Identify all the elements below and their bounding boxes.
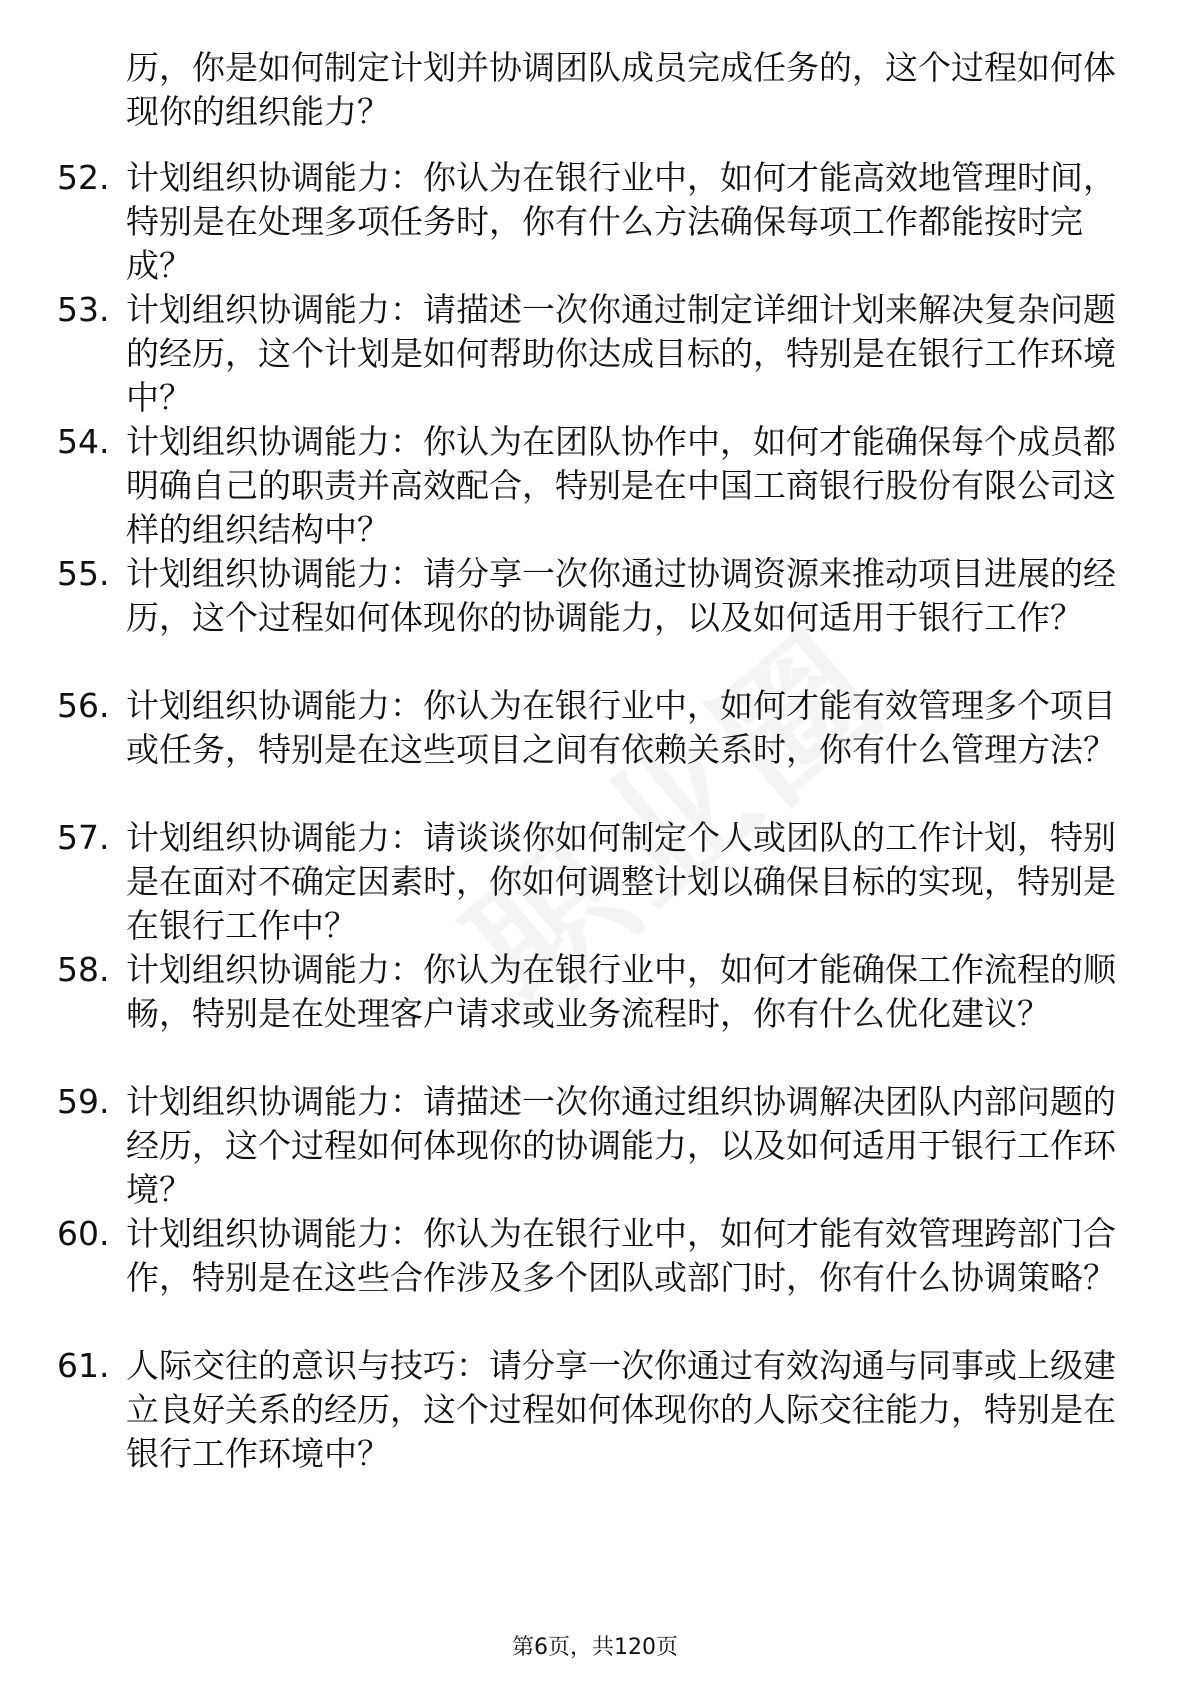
question-number: 56. (57, 686, 110, 725)
question-text: 计划组织协调能力：你认为在银行业中，如何才能高效地管理时间，特别是在处理多项任务时，你有什么方法确保每项工作都能按时完成？ (126, 158, 1116, 285)
question-number: 59. (57, 1082, 110, 1121)
question-text: 计划组织协调能力：你认为在银行业中，如何才能有效管理多个项目或任务，特别是在这些项目之间有依赖关系时，你有什么管理方法？ (126, 686, 1116, 769)
question-number: 60. (57, 1214, 110, 1253)
question-text: 计划组织协调能力：请描述一次你通过制定详细计划来解决复杂问题的经历，这个计划是如何帮助你达成目标的，特别是在银行工作环境中？ (126, 290, 1116, 417)
question-text: 计划组织协调能力：请分享一次你通过协调资源来推动项目进展的经历，这个过程如何体现你的协调能力，以及如何适用于银行工作？ (126, 554, 1116, 637)
question-number: 52. (57, 158, 110, 197)
question-text: 计划组织协调能力：请描述一次你通过组织协调解决团队内部问题的经历，这个过程如何体现你的协调能力，以及如何适用于银行工作环境？ (126, 1082, 1116, 1209)
question-number: 53. (57, 290, 110, 329)
question-number: 61. (57, 1346, 110, 1385)
question-number: 57. (57, 818, 110, 857)
question-number: 55. (57, 554, 110, 593)
question-text: 计划组织协调能力：你认为在团队协作中，如何才能确保每个成员都明确自己的职责并高效配合，特别是在中国工商银行股份有限公司这样的组织结构中？ (126, 422, 1116, 549)
continued-question-text: 历，你是如何制定计划并协调团队成员完成任务的，这个过程如何体现你的组织能力？ (126, 48, 1116, 131)
question-number: 54. (57, 422, 110, 461)
page-footer: 第6页，共120页 (512, 1635, 678, 1660)
question-text: 计划组织协调能力：你认为在银行业中，如何才能有效管理跨部门合作，特别是在这些合作涉及多个团队或部门时，你有什么协调策略？ (126, 1214, 1116, 1297)
question-text: 人际交往的意识与技巧：请分享一次你通过有效沟通与同事或上级建立良好关系的经历，这个过程如何体现你的人际交往能力，特别是在银行工作环境中？ (126, 1346, 1116, 1473)
question-text: 计划组织协调能力：你认为在银行业中，如何才能确保工作流程的顺畅，特别是在处理客户请求或业务流程时，你有什么优化建议？ (126, 950, 1116, 1033)
question-text: 计划组织协调能力：请谈谈你如何制定个人或团队的工作计划，特别是在面对不确定因素时，你如何调整计划以确保目标的实现，特别是在银行工作中？ (126, 818, 1116, 945)
question-number: 58. (57, 950, 110, 989)
